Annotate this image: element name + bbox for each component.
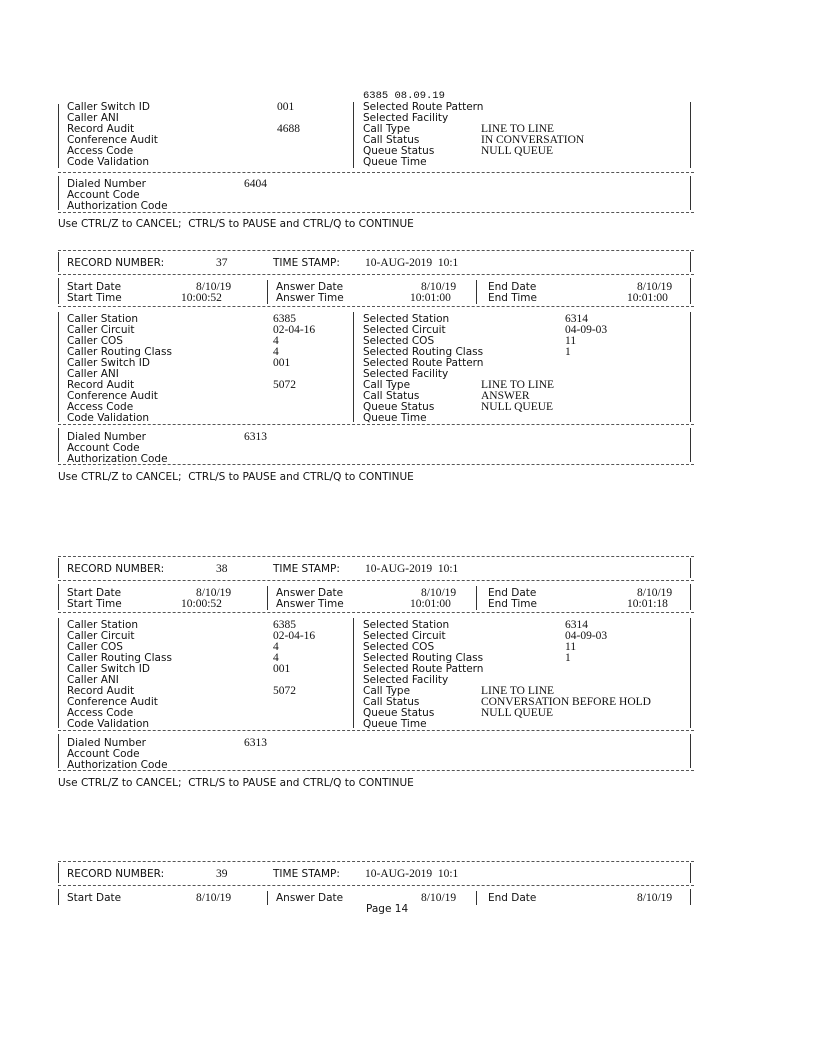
answer-time-value: 10:01:00 (410, 598, 451, 610)
vertical-divider (690, 278, 691, 304)
end-date-value: 8/10/19 (637, 587, 673, 599)
start-date-label: Start Date (67, 892, 122, 904)
vertical-divider (58, 252, 59, 272)
selected-field-value: LINE TO LINE (481, 123, 555, 135)
answer-date-label: Answer Date (276, 281, 344, 293)
selected-field-value: LINE TO LINE (481, 685, 555, 697)
vertical-divider (690, 102, 691, 168)
selected-field-label: Selected Station (363, 619, 450, 631)
selected-field-value: NULL QUEUE (481, 401, 554, 413)
answer-date-value: 8/10/19 (421, 892, 457, 904)
record-number-value: 38 (216, 563, 228, 575)
vertical-divider (58, 104, 59, 168)
caller-field-label: Record Audit (67, 685, 135, 697)
vertical-divider (353, 618, 354, 728)
page-number: Page 14 (366, 903, 409, 915)
end-date-label: End Date (488, 587, 537, 599)
vertical-divider (690, 863, 691, 883)
selected-field-label: Queue Status (363, 401, 435, 413)
caller-field-label: Caller Circuit (67, 324, 135, 336)
selected-field-value: 6314 (565, 313, 588, 325)
dashed-divider (58, 770, 694, 771)
caller-field-label: Code Validation (67, 156, 150, 168)
selected-field-label: Call Type (363, 123, 411, 135)
answer-date-label: Answer Date (276, 587, 344, 599)
caller-field-value: 4688 (277, 123, 300, 135)
start-date-label: Start Date (67, 587, 122, 599)
vertical-divider (476, 280, 477, 304)
dial-field-label: Dialed Number (67, 178, 146, 190)
caller-field-value: 4 (273, 652, 279, 664)
dashed-divider (58, 885, 694, 886)
dial-field-value: 6313 (244, 737, 267, 749)
timestamp-label: TIME STAMP: (273, 868, 340, 880)
end-time-value: 10:01:18 (627, 598, 668, 610)
vertical-divider (690, 252, 691, 272)
caller-field-value: 001 (277, 101, 295, 113)
answer-time-value: 10:01:00 (410, 292, 451, 304)
answer-date-label: Answer Date (276, 892, 344, 904)
selected-field-value: 6314 (565, 619, 588, 631)
start-date-value: 8/10/19 (196, 587, 232, 599)
vertical-divider (690, 889, 691, 905)
vertical-divider (690, 312, 691, 422)
vertical-divider (353, 312, 354, 422)
selected-field-label: Selected Circuit (363, 630, 446, 642)
caller-field-label: Access Code (67, 145, 134, 157)
caller-field-value: 5072 (273, 379, 296, 391)
timestamp-value: 10-AUG-2019 10:1 (365, 257, 459, 269)
record-number-label: RECORD NUMBER: (67, 563, 165, 575)
vertical-divider (58, 734, 59, 768)
dashed-divider (58, 306, 694, 307)
vertical-divider (58, 863, 59, 883)
caller-field-value: 02-04-16 (273, 630, 316, 642)
caller-field-value: 6385 (273, 619, 296, 631)
selected-field-label: Selected Facility (363, 674, 449, 686)
vertical-divider (476, 891, 477, 905)
caller-field-value: 001 (273, 357, 291, 369)
caller-field-label: Access Code (67, 401, 134, 413)
vertical-divider (58, 558, 59, 578)
selected-field-label: Queue Time (363, 412, 427, 424)
vertical-divider (690, 428, 691, 462)
caller-field-value: 02-04-16 (273, 324, 316, 336)
vertical-divider (58, 584, 59, 610)
end-time-label: End Time (488, 598, 537, 610)
dial-field-label: Dialed Number (67, 431, 146, 443)
timestamp-label: TIME STAMP: (273, 257, 340, 269)
selected-field-label: Call Status (363, 390, 420, 402)
vertical-divider (353, 102, 354, 168)
start-time-value: 10:00:52 (181, 292, 222, 304)
selected-field-label: Selected COS (363, 641, 435, 653)
start-date-value: 8/10/19 (196, 281, 232, 293)
vertical-divider (58, 618, 59, 728)
continue-prompt: Use CTRL/Z to CANCEL; CTRL/S to PAUSE and CTRL/Q to CONTINUE (58, 777, 414, 789)
selected-field-label: Call Status (363, 134, 420, 146)
caller-field-value: 5072 (273, 685, 296, 697)
selected-field-label: Selected Routing Class (363, 346, 484, 358)
caller-field-label: Caller Switch ID (67, 101, 150, 113)
vertical-divider (690, 618, 691, 728)
caller-field-label: Caller COS (67, 641, 123, 653)
caller-field-value: 4 (273, 641, 279, 653)
dashed-divider (58, 612, 694, 613)
end-date-value: 8/10/19 (637, 281, 673, 293)
record-number-label: RECORD NUMBER: (67, 868, 165, 880)
answer-time-label: Answer Time (276, 292, 344, 304)
dial-field-label: Authorization Code (67, 453, 168, 465)
dashed-divider (58, 556, 694, 557)
dashed-divider (58, 580, 694, 581)
dashed-divider (58, 464, 694, 465)
caller-field-value: 001 (273, 663, 291, 675)
dashed-divider (58, 730, 694, 731)
selected-field-label: Call Status (363, 696, 420, 708)
dial-field-value: 6313 (244, 431, 267, 443)
caller-field-label: Caller ANI (67, 674, 119, 686)
continue-prompt: Use CTRL/Z to CANCEL; CTRL/S to PAUSE and CTRL/Q to CONTINUE (58, 471, 414, 483)
answer-date-value: 8/10/19 (421, 587, 457, 599)
vertical-divider (58, 889, 59, 905)
selected-field-label: Call Type (363, 685, 411, 697)
record-number-value: 37 (216, 257, 228, 269)
vertical-divider (690, 176, 691, 210)
caller-field-label: Caller Routing Class (67, 346, 172, 358)
timestamp-label: TIME STAMP: (273, 563, 340, 575)
caller-field-label: Conference Audit (67, 696, 158, 708)
vertical-divider (58, 278, 59, 304)
end-time-value: 10:01:00 (627, 292, 668, 304)
selected-field-label: Selected Facility (363, 112, 449, 124)
dial-field-label: Account Code (67, 189, 140, 201)
start-date-value: 8/10/19 (196, 892, 232, 904)
caller-field-label: Caller Station (67, 619, 139, 631)
caller-field-label: Access Code (67, 707, 134, 719)
caller-field-label: Caller COS (67, 335, 123, 347)
timestamp-value: 10-AUG-2019 10:1 (365, 868, 459, 880)
caller-field-label: Caller Circuit (67, 630, 135, 642)
selected-field-label: Selected Routing Class (363, 652, 484, 664)
vertical-divider (267, 586, 268, 610)
selected-field-label: Selected Route Pattern (363, 101, 484, 113)
continue-prompt: Use CTRL/Z to CANCEL; CTRL/S to PAUSE and CTRL/Q to CONTINUE (58, 218, 414, 230)
selected-field-value: 04-09-03 (565, 630, 608, 642)
caller-field-label: Conference Audit (67, 134, 158, 146)
caller-field-label: Record Audit (67, 379, 135, 391)
selected-field-label: Selected Facility (363, 368, 449, 380)
selected-field-label: Queue Status (363, 145, 435, 157)
dial-field-label: Authorization Code (67, 200, 168, 212)
start-time-value: 10:00:52 (181, 598, 222, 610)
dial-field-value: 6404 (244, 178, 267, 190)
dashed-divider (58, 861, 694, 862)
vertical-divider (267, 280, 268, 304)
end-date-label: End Date (488, 892, 537, 904)
selected-field-value: CONVERSATION BEFORE HOLD (481, 696, 651, 708)
dial-field-label: Account Code (67, 442, 140, 454)
selected-field-value: 1 (565, 652, 571, 664)
selected-field-label: Queue Time (363, 718, 427, 730)
answer-time-label: Answer Time (276, 598, 344, 610)
end-date-value: 8/10/19 (637, 892, 673, 904)
end-time-label: End Time (488, 292, 537, 304)
selected-field-label: Call Type (363, 379, 411, 391)
dial-field-label: Authorization Code (67, 759, 168, 771)
vertical-divider (690, 734, 691, 768)
caller-field-label: Caller Switch ID (67, 663, 150, 675)
selected-field-value: 11 (565, 641, 577, 653)
selected-field-value: 1 (565, 346, 571, 358)
selected-field-label: Selected Route Pattern (363, 357, 484, 369)
vertical-divider (58, 176, 59, 210)
selected-field-label: Selected COS (363, 335, 435, 347)
caller-field-label: Conference Audit (67, 390, 158, 402)
start-time-label: Start Time (67, 598, 122, 610)
start-time-label: Start Time (67, 292, 122, 304)
answer-date-value: 8/10/19 (421, 281, 457, 293)
caller-field-label: Caller Switch ID (67, 357, 150, 369)
selected-field-value: 04-09-03 (565, 324, 608, 336)
dial-field-label: Account Code (67, 748, 140, 760)
caller-field-label: Caller Routing Class (67, 652, 172, 664)
vertical-divider (267, 891, 268, 905)
vertical-divider (476, 586, 477, 610)
dashed-divider (58, 250, 694, 251)
dashed-divider (58, 274, 694, 275)
record-number-label: RECORD NUMBER: (67, 257, 165, 269)
caller-field-label: Caller ANI (67, 368, 119, 380)
selected-field-label: Selected Circuit (363, 324, 446, 336)
start-date-label: Start Date (67, 281, 122, 293)
record-number-value: 39 (216, 868, 228, 880)
dashed-divider (58, 172, 694, 173)
caller-field-label: Record Audit (67, 123, 135, 135)
selected-field-label: Queue Time (363, 156, 427, 168)
selected-field-value: LINE TO LINE (481, 379, 555, 391)
vertical-divider (58, 312, 59, 422)
vertical-divider (690, 558, 691, 578)
vertical-divider (690, 584, 691, 610)
caller-field-label: Code Validation (67, 412, 150, 424)
caller-field-label: Caller ANI (67, 112, 119, 124)
timestamp-value: 10-AUG-2019 10:1 (365, 563, 459, 575)
fragment-header-line: 6385 08.09.19 (363, 90, 445, 102)
selected-field-label: Selected Route Pattern (363, 663, 484, 675)
dashed-divider (58, 424, 694, 425)
selected-field-label: Queue Status (363, 707, 435, 719)
dashed-divider (58, 212, 694, 213)
selected-field-value: ANSWER (481, 390, 530, 402)
selected-field-value: 11 (565, 335, 577, 347)
dial-field-label: Dialed Number (67, 737, 146, 749)
caller-field-value: 4 (273, 335, 279, 347)
selected-field-value: NULL QUEUE (481, 707, 554, 719)
vertical-divider (58, 428, 59, 462)
selected-field-label: Selected Station (363, 313, 450, 325)
caller-field-value: 4 (273, 346, 279, 358)
caller-field-label: Code Validation (67, 718, 150, 730)
selected-field-value: IN CONVERSATION (481, 134, 585, 146)
end-date-label: End Date (488, 281, 537, 293)
caller-field-label: Caller Station (67, 313, 139, 325)
selected-field-value: NULL QUEUE (481, 145, 554, 157)
caller-field-value: 6385 (273, 313, 296, 325)
